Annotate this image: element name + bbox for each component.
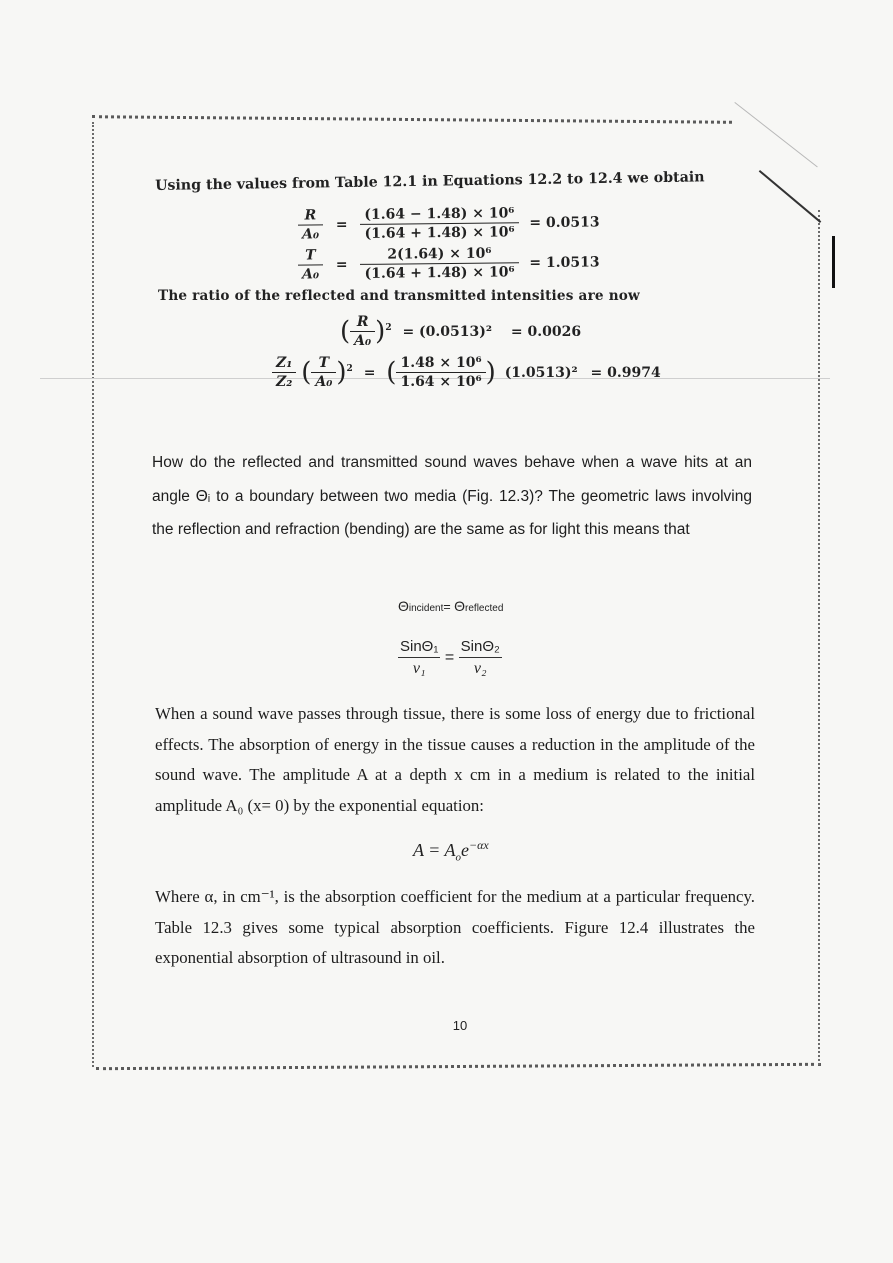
paragraph-absorption-coefficient: Where α, in cm⁻¹, is the absorption coefficient for the medium at a particular frequency. Table 12.3 gives some typical absorption coefficients. Figure 12.4 illustrates the exponential absorption of ultrasound in oil.: [155, 887, 755, 967]
fraction-denominator: (1.64 + 1.48) × 10⁶: [364, 264, 515, 282]
page-border-right: [818, 210, 820, 1065]
fraction-numerator: 2(1.64) × 10⁶: [360, 245, 518, 265]
fraction-denominator: A₀: [302, 266, 320, 283]
fraction-numerator: R: [350, 314, 375, 332]
fraction-numerator: T: [298, 247, 323, 265]
transmission-equation: [298, 244, 600, 282]
reflection-equation: [298, 204, 600, 242]
transmission-fraction: [360, 245, 518, 282]
ratio-sentence: The ratio of the reflected and transmitted intensities are now: [158, 288, 640, 304]
page-fold-line: [734, 102, 817, 167]
paragraph-absorption: When a sound wave passes through tissue, there is some loss of energy due to frictional effects. The absorption of energy in the tissue causes a reduction in the amplitude of the sound wave. The amplitude A at a depth x cm in a medium is related to the initial amplitude A₀ (x= 0) by the exponential equation:: [155, 704, 755, 815]
theta-symbol: Θ: [454, 598, 466, 614]
theta-symbol: Θ: [398, 598, 409, 614]
amplitude-lhs: A = A: [413, 840, 456, 860]
fraction-denominator: (1.64 + 1.48) × 10⁶: [364, 224, 515, 242]
open-paren: (: [340, 316, 351, 347]
equals-sign: =: [444, 649, 455, 667]
fraction-denominator: A₀: [354, 333, 372, 349]
equals-sign: =: [363, 364, 376, 381]
subscript-incident: incident: [408, 603, 444, 614]
intensity-t-value: (1.0513)²: [504, 364, 578, 381]
subscript-reflected: reflected: [465, 603, 504, 614]
page-border-bottom: [96, 1063, 821, 1070]
fraction-numerator: 1.48 × 10⁶: [396, 355, 485, 373]
fraction-denominator: 1.64 × 10⁶: [400, 374, 482, 390]
intensity-t-result: = 0.9974: [590, 364, 661, 381]
transmission-result: = 1.0513: [529, 253, 600, 271]
reflection-result: = 0.0513: [529, 213, 600, 231]
r-over-a-fraction: [350, 314, 375, 349]
open-paren: (: [386, 357, 397, 388]
fraction-numerator: Z₁: [272, 355, 296, 373]
fraction-denominator: v₁: [412, 660, 426, 677]
intro-heading: Using the values from Table 12.1 in Equations 12.2 to 12.4 we obtain: [155, 169, 705, 194]
page-fold-line: [759, 170, 822, 223]
intensity-r-value: = (0.0513)²: [402, 323, 493, 340]
fraction-numerator: T: [311, 355, 336, 373]
t-over-a-fraction: [311, 355, 336, 390]
exponent: 2: [346, 363, 353, 374]
fraction-denominator: Z₂: [276, 374, 293, 390]
exponent: 2: [385, 322, 392, 333]
page-border-top: [92, 115, 732, 124]
law-of-reflection: [398, 598, 503, 614]
equals-sign: =: [335, 216, 348, 233]
exponent: −αx: [469, 838, 489, 852]
absorption-equation: [413, 838, 489, 864]
fraction-denominator: A₀: [302, 226, 320, 243]
impedance-values-fraction: [396, 355, 485, 390]
subscript-zero: o: [455, 851, 461, 864]
equals-sign: =: [443, 600, 455, 614]
paragraph-reflection-refraction: How do the reflected and transmitted sound waves behave when a wave hits at an angle Θᵢ to a boundary between two media (Fig. 12.3)? The geometric laws involving the reflection and refraction (bending) are the same as for light this means that: [152, 454, 752, 538]
close-paren: ): [375, 316, 386, 347]
fraction-numerator: SinΘ₁: [398, 638, 440, 658]
fraction-denominator: v₂: [473, 660, 487, 677]
open-paren: (: [301, 357, 312, 388]
exponential-base: e: [461, 840, 469, 860]
snell-right-fraction: [459, 638, 502, 678]
reflection-fraction: [360, 205, 518, 242]
equals-sign: =: [335, 256, 348, 273]
r-over-a-fraction: [298, 207, 323, 242]
close-paren: ): [485, 357, 496, 388]
close-paren: ): [336, 357, 347, 388]
impedance-ratio: [272, 355, 296, 390]
snells-law: [398, 638, 502, 678]
page-fold-edge: [832, 236, 835, 288]
fraction-numerator: (1.64 − 1.48) × 10⁶: [360, 205, 518, 225]
snell-left-fraction: [398, 638, 440, 678]
page-number: 10: [452, 1018, 468, 1033]
fraction-numerator: R: [298, 207, 323, 225]
t-over-a-fraction: [298, 247, 323, 282]
intensity-r-result: = 0.0026: [510, 323, 582, 340]
fraction-numerator: SinΘ₂: [459, 638, 502, 658]
intensity-reflection-equation: [340, 314, 581, 349]
intensity-transmission-equation: [272, 355, 661, 390]
fraction-denominator: A₀: [315, 374, 333, 390]
page-border-left: [92, 122, 94, 1067]
